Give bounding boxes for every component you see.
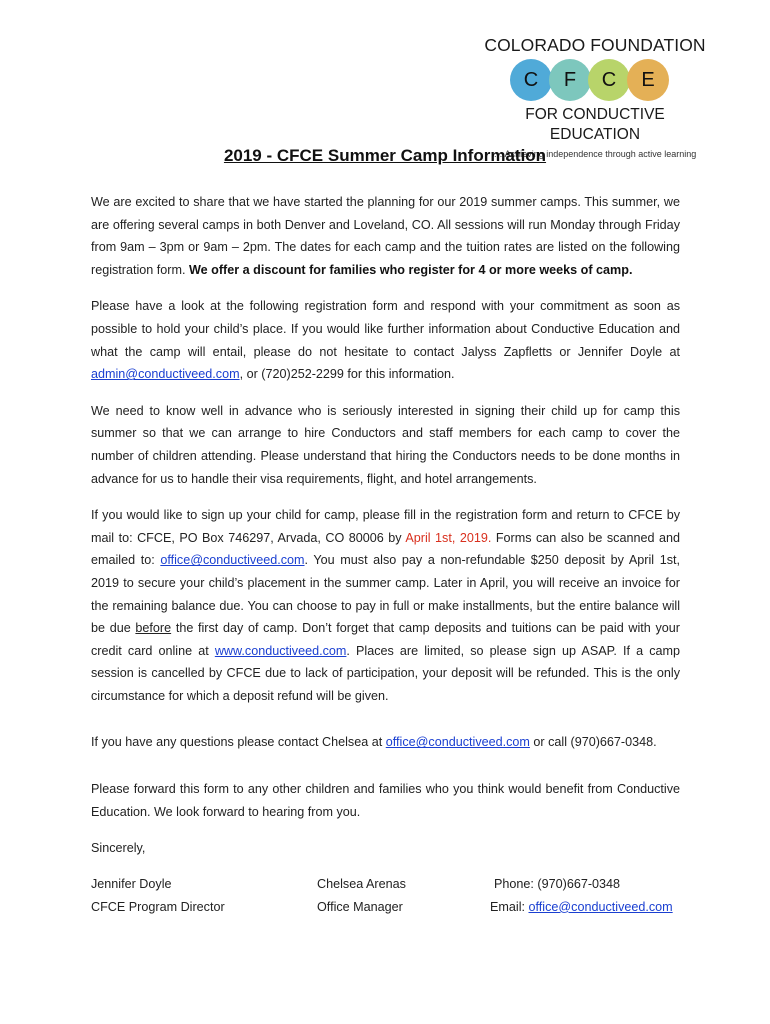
intro-text: We are excited to share that we have started the planning for our 2019 summer camps. This summer, we are offering several camps in both Denver and Loveland, CO. All sessions will run Monday through Friday from 9am – 3pm or 9am – 2pm. The dates for each camp and the tuition rates are listed on the following registration form. xyxy=(91,195,680,277)
signup-text-2: Forms can also be scanned and emailed to: xyxy=(91,530,680,568)
logo-circle-f: F xyxy=(549,59,591,101)
cfce-logo xyxy=(480,34,710,159)
before-emphasis: before xyxy=(135,621,172,636)
person2-title: Office Manager xyxy=(317,899,403,914)
registration-tail: , or (720)252-2299 for this information. xyxy=(239,367,455,382)
forward-text: Please forward this form to any other children and families who you think would benefit from Conductive Education. We look forward to hearing from you. xyxy=(91,782,680,819)
chelsea-email-link[interactable]: office@conductiveed.com xyxy=(385,735,530,750)
person1-title: CFCE Program Director xyxy=(91,899,225,914)
logo-circle-e: E xyxy=(627,59,669,101)
logo-circle-c2: C xyxy=(588,59,630,101)
admin-email-link[interactable]: admin@conductiveed.com xyxy=(91,367,240,382)
discount-note: We offer a discount for families who register for 4 or more weeks of camp. xyxy=(188,262,633,277)
person1-name: Jennifer Doyle xyxy=(91,877,172,891)
contact-email-link[interactable]: office@conductiveed.com xyxy=(528,899,673,914)
signup-text-4: the first day of camp. Don’t forget that camp deposits and tuitions can be paid with your credit card online at xyxy=(91,621,680,658)
logo-tagline: … Achieving independence through active learning xyxy=(493,149,697,159)
person2-name: Chelsea Arenas xyxy=(317,877,406,891)
deadline-date: April 1st, 2019. xyxy=(405,530,492,545)
website-link[interactable]: www.conductiveed.com xyxy=(214,643,347,658)
contact-phone: Phone: (970)667-0348 xyxy=(494,877,621,891)
contact-email-label: Email: xyxy=(490,899,529,914)
advance-notice-text: We need to know well in advance who is seriously interested in signing their child up for camp this summer so that we can arrange to hire Conductors and staff members for each camp to cover the number of children attending. Please understand that hiring the Conductors needs to be done months in advance for us to handle their visa requirements, flight, and hotel arrangements. xyxy=(91,403,680,486)
signature-contact xyxy=(490,873,673,918)
paragraph-forward xyxy=(91,778,680,823)
logo-top-text: COLORADO FOUNDATION xyxy=(484,35,706,55)
page-title: 2019 - CFCE Summer Camp Information xyxy=(223,146,547,165)
signup-text-5: . Places are limited, so please sign up ASAP. If a camp session is cancelled by CFCE due to lack of participation, your deposit will be refunded. This is the only circumstance for which a deposit refund will be given. xyxy=(91,643,681,703)
office-email-link[interactable]: office@conductiveed.com xyxy=(160,553,305,568)
paragraph-advance-notice xyxy=(91,400,680,490)
letter-body xyxy=(91,191,680,874)
logo-bottom-text: FOR CONDUCTIVE EDUCATION xyxy=(525,106,665,143)
questions-tail: or call (970)667-0348. xyxy=(529,735,657,750)
questions-text: If you have any questions please contact Chelsea at xyxy=(91,735,386,750)
registration-text: Please have a look at the following registration form and respond with your commitment as soon as possible to hold your child’s place. If you would like further information about Conductive Education and what the camp will entail, please do not hesitate to contact Jalyss Zapfletts or Jennifer Doyle at xyxy=(91,299,680,359)
closing: Sincerely, xyxy=(91,841,146,856)
paragraph-registration xyxy=(91,295,680,385)
logo-circles xyxy=(480,59,710,101)
contact-email-line xyxy=(490,896,673,919)
paragraph-intro xyxy=(91,191,680,281)
signature-person2 xyxy=(317,873,406,918)
logo-circle-c: C xyxy=(510,59,552,101)
signature-person1 xyxy=(91,873,225,918)
signup-text-3: . You must also pay a non-refundable $250 deposit by April 1st, 2019 to secure your child’s placement in the summer camp. Later in April, you will receive an invoice for the remaining balance due. You can choose to pay in full or make installments, but the entire balance will be due xyxy=(91,553,680,636)
signup-text-1: If you would like to sign up your child for camp, please fill in the registration form and return to CFCE by mail to: CFCE, PO Box 746297, Arvada, CO 80006 by xyxy=(91,508,680,545)
paragraph-questions xyxy=(91,731,680,754)
paragraph-signup xyxy=(91,504,680,707)
